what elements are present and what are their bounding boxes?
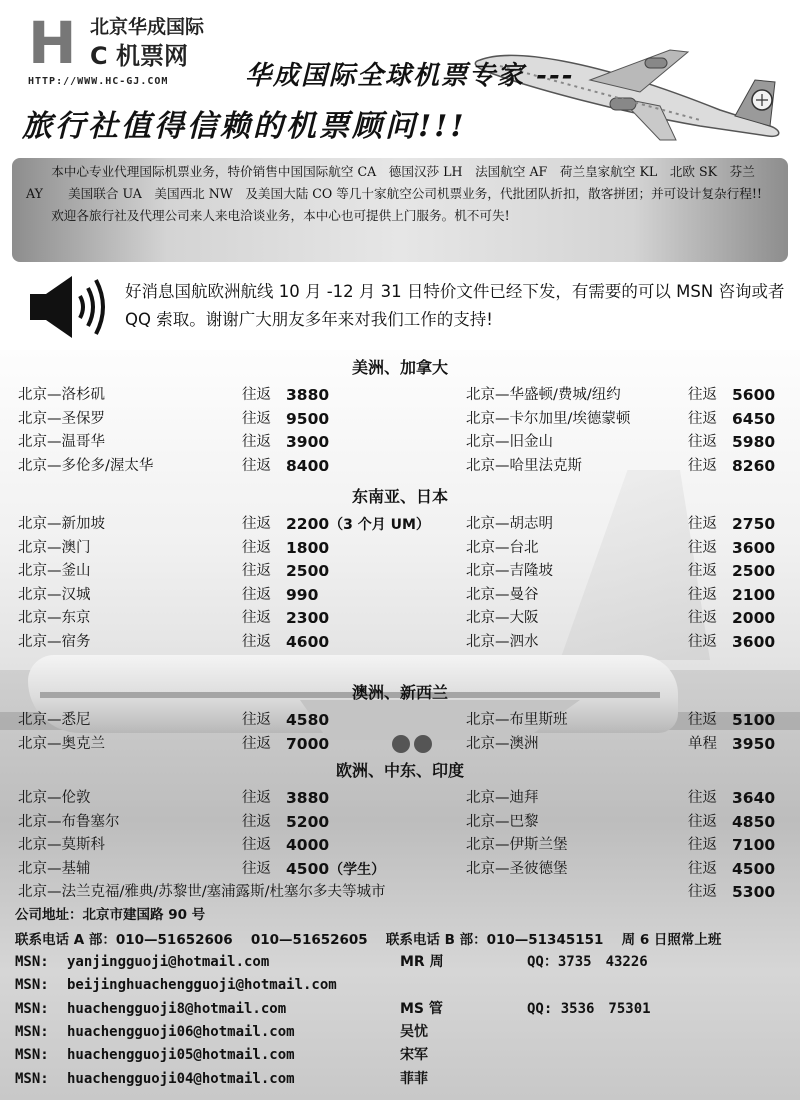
fare-trip-type: 往返 (242, 586, 271, 603)
fare-trip-type: 往返 (242, 387, 271, 403)
intro-paragraph: 本中心专业代理国际机票业务，特价销售中国国际航空 CA 德国汉莎 LH 法国航空 AF 荷兰皇家航空 KL 北欧 SK 芬兰 AY 美国联合 UA 美国西北 NW 及美国大陆 CO 等几十家航空公司机票业务，代批团队折扣，散客拼团；并可设计复杂行程!! (26, 164, 762, 201)
fare-price: 7100 (732, 836, 776, 854)
fare-price: 2500 (286, 562, 330, 580)
fare-route: 北京—伦敦 (18, 790, 91, 806)
msn-contact (15, 1068, 785, 1090)
fare-price: 6450 (732, 409, 776, 428)
fare-price: 5980 (732, 433, 776, 451)
fare-route: 北京—哈里法克斯 (466, 457, 582, 474)
fare-route: 北京—伊斯兰堡 (466, 837, 568, 853)
fare-row (466, 606, 786, 630)
fare-route: 北京—巴黎 (466, 813, 539, 830)
logo-url: HTTP://WWW.HC-GJ.COM (28, 76, 169, 87)
msn-label: MSN: (15, 1070, 49, 1087)
fare-row (466, 833, 786, 857)
logo-letter: H (28, 9, 75, 77)
fare-trip-type: 往返 (688, 837, 717, 853)
intro-panel (12, 158, 788, 262)
fare-price: 4600 (286, 632, 330, 651)
fare-route: 北京—卡尔加里/埃德蒙顿 (466, 410, 631, 427)
fare-row (466, 810, 786, 834)
fare-route: 北京—悉尼 (18, 712, 91, 728)
msn-email[interactable]: huachengguoji8@hotmail.com (67, 1000, 287, 1017)
fare-row (466, 430, 786, 454)
msn-contact (15, 951, 785, 973)
msn-email[interactable]: huachengguoji04@hotmail.com (67, 1070, 295, 1087)
fare-row (18, 880, 788, 904)
fare-note: （3 个月 UM） (329, 517, 430, 533)
fare-row (466, 536, 786, 560)
fare-row (466, 512, 786, 536)
fare-route: 北京—泗水 (466, 633, 539, 650)
fare-price: 3600 (732, 538, 776, 557)
qq-number: QQ: 3536 75301 (527, 1000, 651, 1017)
fare-row (18, 536, 458, 560)
logo-subname: C 机票网 (90, 42, 188, 70)
fare-note: （学生） (329, 861, 386, 878)
speaker-icon (22, 272, 114, 342)
msn-email[interactable]: huachengguoji05@hotmail.com (67, 1047, 295, 1064)
fare-row (466, 383, 786, 407)
fare-route: 北京—温哥华 (18, 434, 105, 450)
contact-person: 宋军 (400, 1047, 428, 1064)
fare-trip-type: 往返 (688, 712, 717, 728)
fare-row (466, 583, 786, 607)
fare-row (466, 559, 786, 583)
special-fare-notice: 好消息国航欧洲航线 10 月 -12 月 31 日特价文件已经下发，有需要的可以 MSN 咨询或者 QQ 索取。谢谢广大朋友多年来对我们工作的支持! (125, 282, 785, 329)
fare-row (18, 383, 458, 407)
fare-trip-type: 往返 (242, 457, 271, 474)
company-address: 公司地址：北京市建国路 90 号 (15, 907, 206, 923)
msn-label: MSN: (15, 954, 49, 970)
msn-contact (15, 998, 785, 1020)
fare-trip-type: 往返 (688, 610, 717, 626)
fare-price: 4850 (732, 812, 776, 831)
fare-route: 北京—旧金山 (466, 434, 553, 450)
fare-route: 北京—圣彼德堡 (466, 860, 568, 877)
fare-row (18, 583, 458, 607)
fare-row (18, 857, 458, 881)
fare-route: 北京—东京 (18, 610, 91, 626)
fare-route: 北京—汉城 (18, 586, 91, 603)
fare-row (466, 454, 786, 478)
contact-person: MR 周 (400, 954, 444, 970)
msn-contact (15, 1044, 785, 1066)
fare-trip-type: 往返 (688, 457, 717, 474)
fare-trip-type: 单程 (688, 735, 717, 752)
fare-row (18, 708, 458, 732)
fare-trip-type: 往返 (688, 813, 717, 830)
fare-price: 4500 (732, 859, 776, 878)
fare-trip-type: 往返 (688, 434, 717, 450)
fare-price: 2100 (732, 585, 776, 604)
fare-trip-type: 往返 (242, 813, 271, 830)
fare-price: 5600 (732, 386, 776, 404)
fare-route: 北京—华盛顿/费城/纽约 (466, 387, 621, 403)
fare-trip-type: 往返 (242, 516, 271, 532)
qq-number: QQ：3735 43226 (527, 954, 648, 970)
fare-trip-type: 往返 (242, 633, 271, 650)
logo-name: 北京华成国际 (90, 16, 205, 38)
fare-route: 北京—吉隆坡 (466, 563, 553, 579)
fare-row (466, 708, 786, 732)
fare-price: 3880 (286, 386, 330, 404)
fare-price: 2500 (732, 562, 776, 580)
fare-route: 北京—澳洲 (466, 735, 539, 752)
fare-row (18, 810, 458, 834)
fare-row (18, 454, 458, 478)
fare-price: 5300 (732, 883, 776, 901)
fare-row (466, 630, 786, 654)
fare-row (466, 786, 786, 810)
fare-route: 北京—圣保罗 (18, 410, 105, 427)
fare-trip-type: 往返 (242, 860, 271, 877)
fare-trip-type: 往返 (242, 610, 271, 626)
fare-trip-type: 往返 (242, 735, 271, 752)
msn-label: MSN: (15, 1000, 49, 1017)
fare-row (466, 732, 786, 756)
fare-trip-type: 往返 (242, 563, 271, 579)
fare-route: 北京—新加坡 (18, 516, 105, 532)
fare-trip-type: 往返 (688, 410, 717, 427)
fare-price: 8400 (286, 456, 330, 475)
fare-trip-type: 往返 (242, 539, 271, 556)
fare-route: 北京—迪拜 (466, 790, 539, 806)
fare-price: 3640 (732, 789, 776, 807)
fare-trip-type: 往返 (688, 790, 717, 806)
fare-price: 5200 (286, 812, 330, 831)
fare-route: 北京—多伦多/渥太华 (18, 457, 154, 474)
section-title-oceania: 澳洲、新西兰 (351, 683, 448, 702)
fare-trip-type: 往返 (688, 860, 717, 877)
fare-price: 2000 (732, 609, 776, 627)
fare-row (18, 559, 458, 583)
fare-route: 北京—法兰克福/雅典/苏黎世/塞浦露斯/杜塞尔多夫等城市 (18, 884, 386, 900)
fare-row (18, 630, 458, 654)
msn-contact (15, 974, 785, 996)
contact-person: MS 管 (400, 1000, 443, 1017)
fare-row (466, 407, 786, 431)
fare-route: 北京—布鲁塞尔 (18, 813, 120, 830)
fare-route: 北京—釜山 (18, 563, 91, 579)
msn-label: MSN: (15, 977, 49, 994)
fare-trip-type: 往返 (688, 387, 717, 403)
contact-person: 菲菲 (400, 1070, 428, 1087)
fare-route: 北京—洛杉矶 (18, 387, 105, 403)
fare-trip-type: 往返 (688, 516, 717, 532)
fare-trip-type: 往返 (688, 563, 717, 579)
fare-price: 4500（学生） (286, 859, 386, 878)
section-title-americas: 美洲、加拿大 (351, 358, 448, 377)
fare-row (18, 430, 458, 454)
fare-trip-type: 往返 (242, 410, 271, 427)
fare-price: 2750 (732, 515, 776, 533)
fare-trip-type: 往返 (688, 884, 717, 900)
fare-trip-type: 往返 (242, 434, 271, 450)
fare-route: 北京—布里斯班 (466, 712, 568, 728)
headline: 旅行社值得信赖的机票顾问!!! (22, 109, 467, 144)
fare-price: 3950 (732, 734, 776, 753)
fare-route: 北京—基辅 (18, 860, 91, 877)
fare-row (18, 407, 458, 431)
fare-price: 5100 (732, 711, 776, 729)
fare-price: 8260 (732, 456, 776, 475)
intro-paragraph: 欢迎各旅行社及代理公司来人来电洽谈业务，本中心也可提供上门服务。机不可失! (51, 208, 510, 223)
msn-email[interactable]: beijinghuachengguoji@hotmail.com (67, 977, 337, 994)
fare-route: 北京—曼谷 (466, 586, 539, 603)
section-title-europe: 欧洲、中东、印度 (335, 761, 464, 780)
contact-phones: 联系电话 A 部：010—51652606 010—51652605 联系电话 B 部：010—51345151 周 6 日照常上班 (15, 932, 722, 948)
fare-row (466, 857, 786, 881)
fare-trip-type: 往返 (242, 837, 271, 853)
fare-row (18, 732, 458, 756)
fare-row (18, 606, 458, 630)
fare-trip-type: 往返 (242, 712, 271, 728)
fare-price: 4000 (286, 836, 330, 854)
fare-trip-type: 往返 (688, 586, 717, 603)
company-logo[interactable] (28, 9, 248, 90)
fare-trip-type: 往返 (242, 790, 271, 806)
msn-label: MSN: (15, 1023, 49, 1040)
fare-route: 北京—大阪 (466, 610, 539, 626)
contact-person: 吴忧 (400, 1023, 428, 1040)
fare-price: 4580 (286, 711, 330, 729)
fare-price: 2300 (286, 609, 330, 627)
section-title-southeast-asia: 东南亚、日本 (351, 487, 448, 506)
fare-price: 2200（3 个月 UM） (286, 515, 430, 533)
fare-row (18, 786, 458, 810)
fare-trip-type: 往返 (688, 633, 717, 650)
fare-route: 北京—宿务 (18, 633, 91, 650)
msn-label: MSN: (15, 1047, 49, 1064)
fare-price: 1800 (286, 538, 330, 557)
fare-route: 北京—澳门 (18, 539, 91, 556)
fare-row (18, 833, 458, 857)
fare-route: 北京—台北 (466, 539, 539, 556)
fare-price: 9500 (286, 409, 330, 428)
msn-email[interactable]: huachengguoji06@hotmail.com (67, 1023, 295, 1040)
fare-route: 北京—奥克兰 (18, 735, 105, 752)
fare-price: 3900 (286, 433, 330, 451)
fare-route: 北京—莫斯科 (18, 837, 105, 853)
fare-price: 3600 (732, 632, 776, 651)
fare-row (18, 512, 458, 536)
fare-route: 北京—胡志明 (466, 516, 553, 532)
fare-price: 7000 (286, 734, 330, 753)
fare-price: 990 (286, 585, 319, 604)
slogan: 华成国际全球机票专家 --- (245, 61, 575, 91)
fare-trip-type: 往返 (688, 539, 717, 556)
msn-email[interactable]: yanjingguoji@hotmail.com (67, 954, 270, 970)
fare-price: 3880 (286, 789, 330, 807)
msn-contact (15, 1021, 785, 1043)
